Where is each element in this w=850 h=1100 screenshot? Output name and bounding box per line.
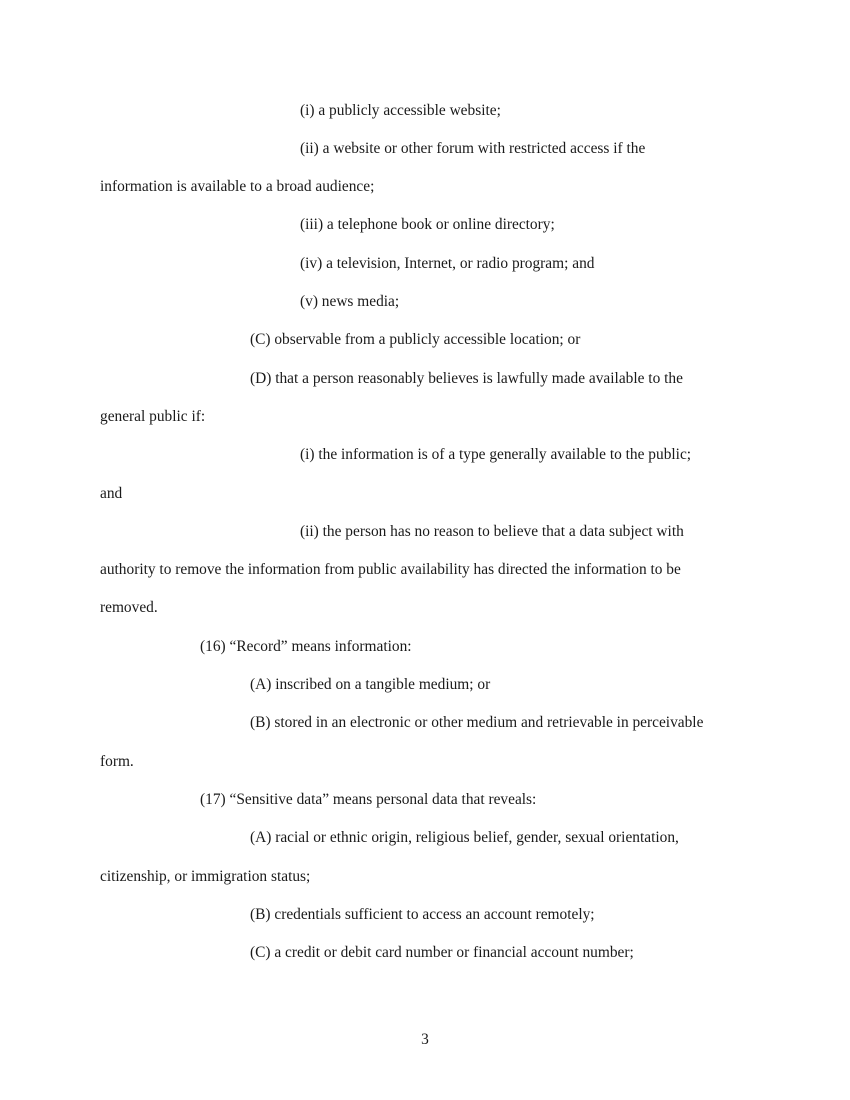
text-line: (iii) a telephone book or online directory; [300,216,555,233]
text-line: (A) racial or ethnic origin, religious belief, gender, sexual orientation, [250,829,679,846]
text-line: (16) “Record” means information: [200,638,412,655]
text-line: (i) a publicly accessible website; [300,102,501,119]
text-line: (i) the information is of a type generally available to the public; [300,446,692,463]
text-line: (C) a credit or debit card number or financial account number; [250,944,634,961]
text-line: citizenship, or immigration status; [100,868,311,885]
text-line: (D) that a person reasonably believes is lawfully made available to the [250,370,683,387]
text-line: (v) news media; [300,293,400,310]
text-line: form. [100,753,134,770]
text-line: (A) inscribed on a tangible medium; or [250,676,491,693]
text-line: (17) “Sensitive data” means personal data that reveals: [200,791,537,808]
text-line: (ii) a website or other forum with restricted access if the [300,140,646,157]
text-line: (ii) the person has no reason to believe that a data subject with [300,523,684,540]
text-line: removed. [100,599,158,616]
text-line: and [100,485,123,502]
text-line: general public if: [100,408,206,425]
text-line: (iv) a television, Internet, or radio program; and [300,255,595,272]
page-number: 3 [421,1031,429,1048]
text-line: (B) credentials sufficient to access an account remotely; [250,906,595,923]
text-line: (B) stored in an electronic or other medium and retrievable in perceivable [250,714,704,731]
text-line: authority to remove the information from public availability has directed the information to be [100,561,681,578]
text-line: (C) observable from a publicly accessible location; or [250,331,581,348]
text-line: information is available to a broad audience; [100,178,375,195]
